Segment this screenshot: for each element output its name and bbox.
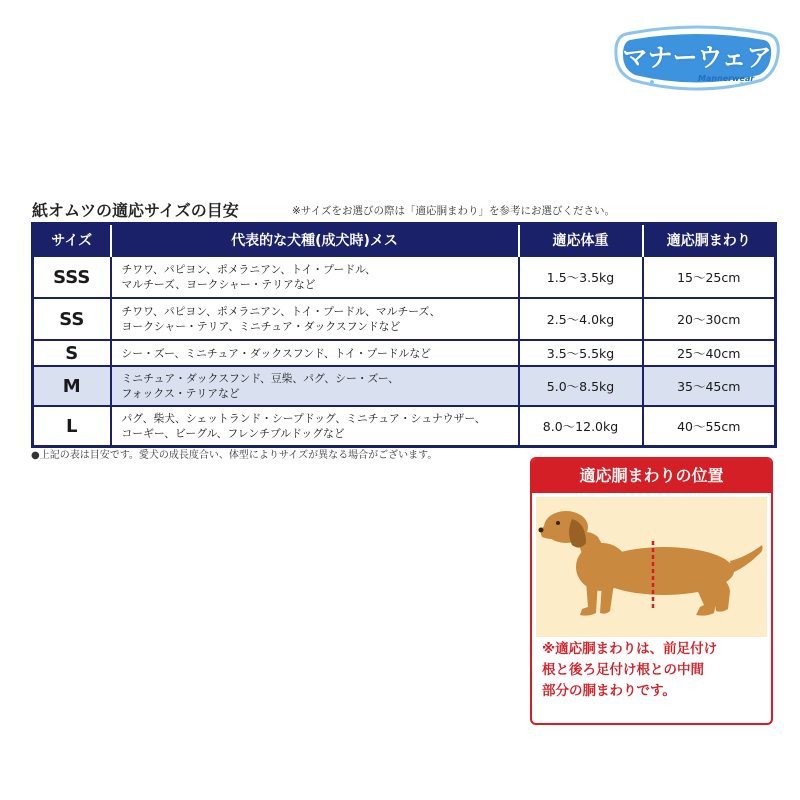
weight-range: 3.5〜5.5kg [519, 340, 643, 366]
dog-nose [539, 528, 544, 533]
selection-note: ※サイズをお選びの際は「適応胴まわり」を参考にお選びください。 [292, 205, 615, 217]
size-label: M [33, 366, 111, 406]
waist-range: 25〜40cm [643, 340, 776, 366]
size-label: S [33, 340, 111, 366]
size-label: L [33, 406, 111, 447]
size-label: SSS [33, 256, 111, 298]
breed-cell [111, 256, 519, 298]
section-title: 紙オムツの適応サイズの目安 [32, 201, 239, 220]
waist-range: 15〜25cm [643, 256, 776, 298]
breed-line: マルチーズ、ヨークシャー・テリアなど [121, 278, 316, 291]
waist-position-title: 適応胴まわりの位置 [532, 459, 771, 493]
waist-range: 35〜45cm [643, 366, 776, 406]
weight-range: 1.5〜3.5kg [519, 256, 643, 298]
breed-cell [111, 298, 519, 340]
weight-range: 8.0〜12.0kg [519, 406, 643, 447]
table-footnote: ●上記の表は目安です。愛犬の成長度合い、体型によりサイズが異なる場合がございます。 [31, 450, 438, 461]
table-header-row [33, 224, 776, 257]
breed-line: ヨークシャー・テリア、ミニチュア・ダックスフンドなど [121, 320, 401, 333]
header-waist: 適応胴まわり [643, 224, 776, 257]
logo-subtext: Mannerwear [698, 74, 755, 83]
note-line: 部分の胴まわりです。 [542, 683, 676, 699]
dog-illustration-area [536, 497, 767, 637]
breed-line: パグ、柴犬、シェットランド・シープドッグ、ミニチュア・シュナウザー、 [121, 412, 486, 425]
waist-position-note [542, 639, 764, 702]
weight-range: 2.5〜4.0kg [519, 298, 643, 340]
header-breed: 代表的な犬種(成犬時)メス [111, 224, 519, 257]
breed-line: チワワ、パピヨン、ポメラニアン、トイ・プードル、 [121, 263, 376, 276]
breed-line: コーギー、ビーグル、フレンチブルドッグなど [121, 427, 345, 440]
weight-range: 5.0〜8.5kg [519, 366, 643, 406]
breed-line: フォックス・テリアなど [121, 387, 240, 400]
breed-line: シー・ズー、ミニチュア・ダックスフンド、トイ・プードルなど [121, 346, 431, 360]
table-row-highlighted [33, 366, 776, 406]
dachshund-illustration [536, 497, 767, 637]
table-row [33, 340, 776, 366]
note-line: ※適応胴まわりは、前足付け [542, 641, 718, 657]
table-row [33, 256, 776, 298]
brand-logo [612, 24, 782, 96]
table-row [33, 298, 776, 340]
header-weight: 適応体重 [519, 224, 643, 257]
note-line: 根と後ろ足付け根との中間 [542, 662, 704, 678]
waist-range: 20〜30cm [643, 298, 776, 340]
waist-range: 40〜55cm [643, 406, 776, 447]
size-label: SS [33, 298, 111, 340]
breed-line: チワワ、パピヨン、ポメラニアン、トイ・プードル、マルチーズ、 [121, 305, 441, 318]
breed-cell [111, 366, 519, 406]
size-table [31, 222, 777, 448]
dog-eye [556, 521, 560, 525]
breed-line: ミニチュア・ダックスフンド、豆柴、パグ、シー・ズー、 [121, 372, 399, 385]
breed-cell [111, 406, 519, 447]
table-row [33, 406, 776, 447]
waist-position-box [530, 457, 773, 725]
header-size: サイズ [33, 224, 111, 257]
logo-text: マナーウェア [622, 43, 772, 72]
breed-cell [111, 340, 519, 366]
